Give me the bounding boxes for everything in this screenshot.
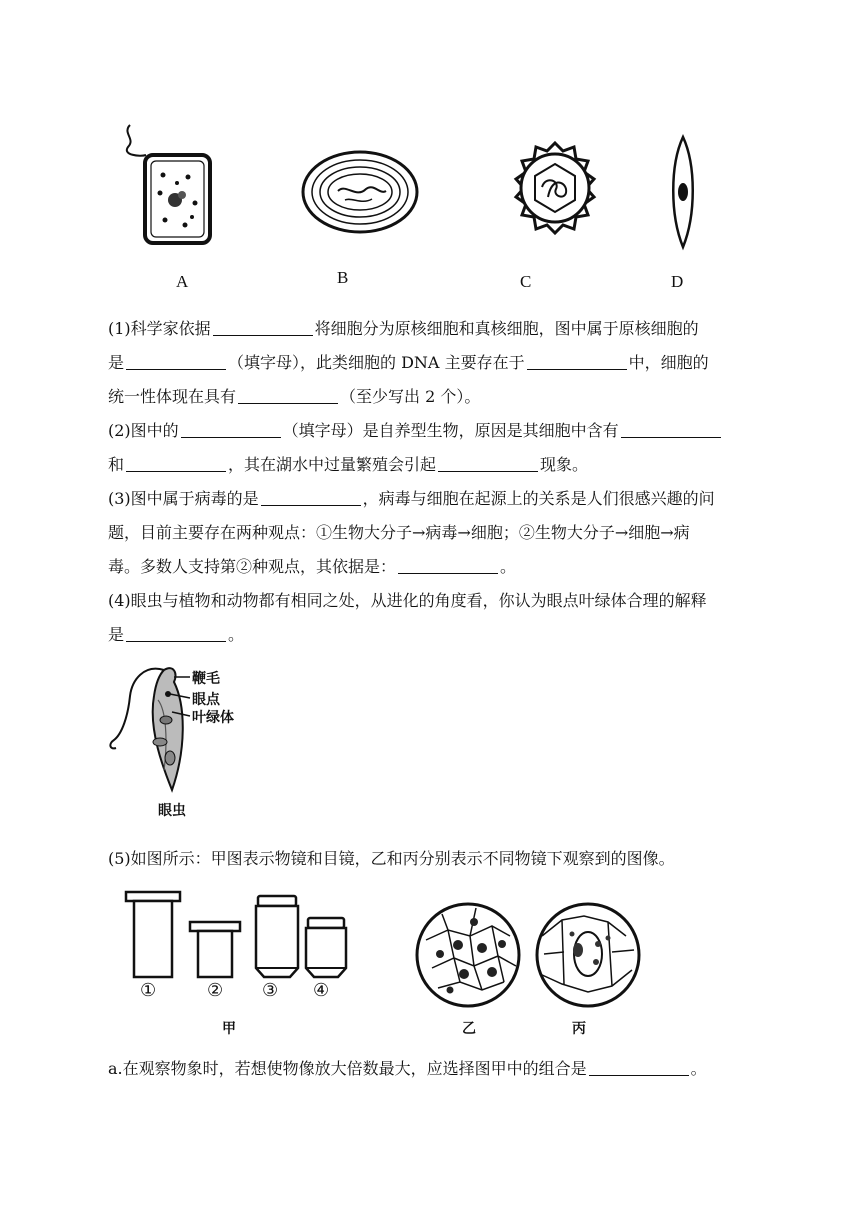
question-5a-line: a.在观察物象时，若想使物像放大倍数最大，应选择图甲中的组合是 。 [108, 1059, 707, 1078]
label-jia: 甲 [222, 1021, 236, 1037]
question-3-line-1: (3)图中属于病毒的是 ，病毒与细胞在起源上的关系是人们很感兴趣的问 [108, 489, 715, 508]
question-1-line-3: 统一性体现在具有 （至少写出 2 个）。 [108, 387, 481, 406]
figure-label-b: B [337, 268, 349, 287]
answer-blank[interactable] [438, 455, 538, 472]
figure-label-d: D [671, 272, 684, 291]
question-1-line-2: 是 （填字母），此类细胞的 DNA 主要存在于 中，细胞的 [108, 353, 709, 372]
answer-blank[interactable] [126, 353, 226, 370]
spindle-cell-figure [673, 137, 693, 247]
answer-blank[interactable] [621, 421, 721, 438]
lens-number-4: ④ [313, 980, 330, 1001]
answer-blank[interactable] [261, 489, 361, 506]
cell-figures [100, 115, 740, 260]
answer-blank[interactable] [589, 1059, 689, 1076]
answer-blank[interactable] [126, 625, 226, 642]
answer-blank[interactable] [213, 319, 313, 336]
label-yi: 乙 [462, 1021, 476, 1037]
bacterium-figure [127, 125, 210, 243]
answer-blank[interactable] [126, 455, 226, 472]
label-bing: 丙 [572, 1021, 586, 1037]
euglena-caption: 眼虫 [158, 803, 186, 819]
question-2-line-2: 和 ，其在湖水中过量繁殖会引起 现象。 [108, 455, 589, 474]
lens-number-2: ② [207, 980, 224, 1001]
lens-number-3: ③ [262, 980, 279, 1001]
answer-blank[interactable] [527, 353, 627, 370]
euglena-figure [104, 660, 264, 800]
label-chloroplast: 叶绿体 [192, 710, 234, 726]
question-1-line-1: (1)科学家依据 将细胞分为原核细胞和真核细胞，图中属于原核细胞的 [108, 319, 699, 338]
question-3-line-3: 毒。多数人支持第②种观点，其依据是： 。 [108, 557, 517, 576]
virus-figure [516, 143, 594, 233]
answer-blank[interactable] [238, 387, 338, 404]
figure-label-a: A [176, 272, 189, 291]
lens-number-1: ① [140, 980, 157, 1001]
chloroplast-figure [303, 152, 417, 232]
label-eyespot: 眼点 [192, 692, 220, 708]
question-2-line-1: (2)图中的 （填字母）是自养型生物，原因是其细胞中含有 [108, 420, 758, 442]
answer-blank[interactable] [181, 421, 281, 438]
figure-label-c: C [520, 272, 532, 291]
question-3-line-2: 题，目前主要存在两种观点：①生物大分子→病毒→细胞；②生物大分子→细胞→病 [108, 523, 690, 542]
lens-figure [120, 888, 380, 983]
question-4-line-1: (4)眼虫与植物和动物都有相同之处，从进化的角度看，你认为眼点叶绿体合理的解释 [108, 591, 707, 610]
label-flagellum: 鞭毛 [192, 671, 220, 687]
answer-blank[interactable] [398, 557, 498, 574]
question-5-intro: (5)如图所示：甲图表示物镜和目镜，乙和丙分别表示不同物镜下观察到的图像。 [108, 849, 675, 868]
question-4-line-2: 是 。 [108, 625, 245, 644]
microscope-views [412, 900, 652, 1010]
